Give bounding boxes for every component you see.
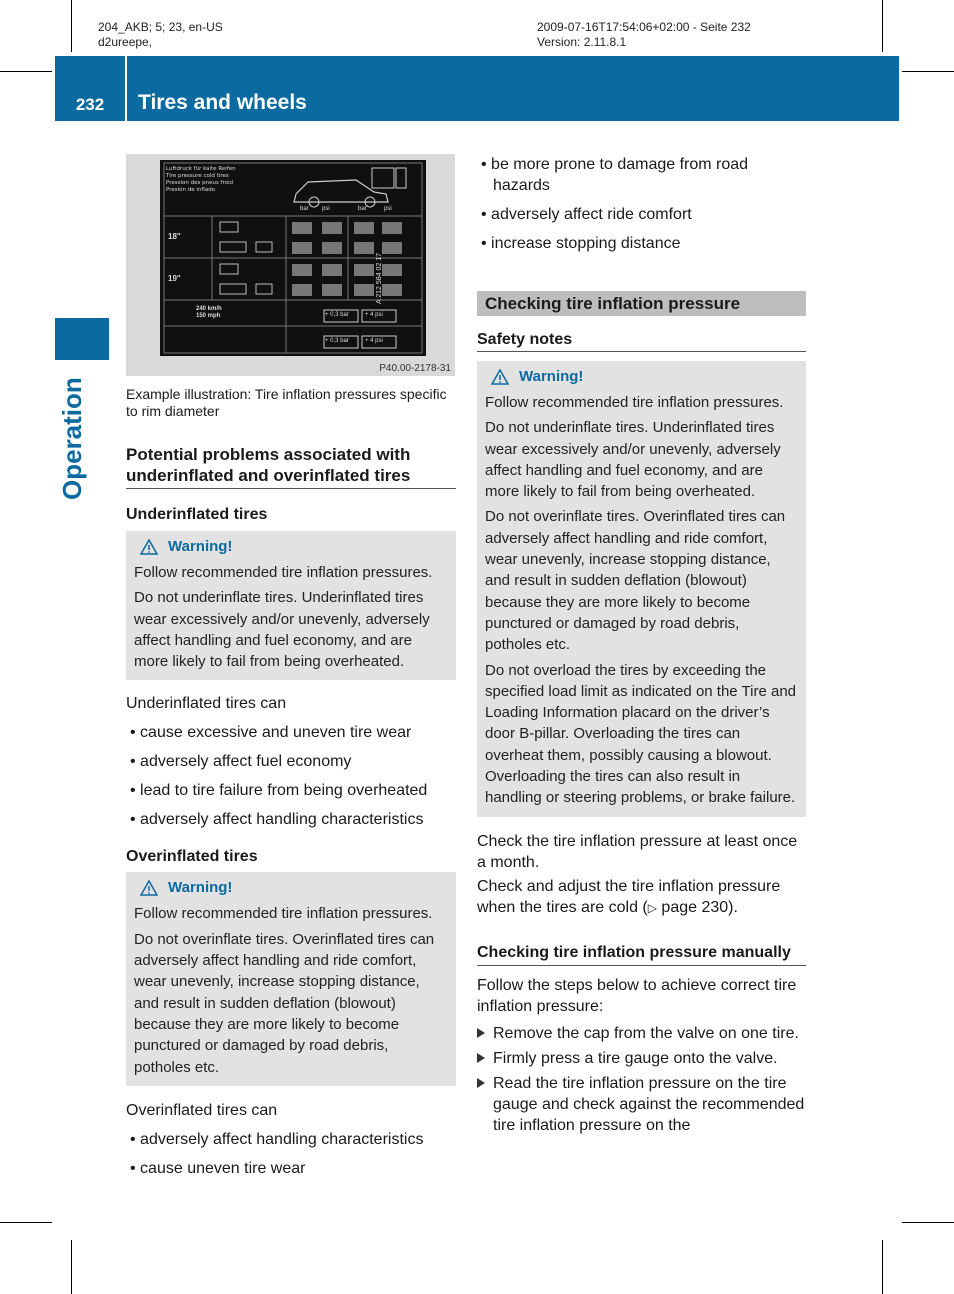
overinflated-intro: Overinflated tires can xyxy=(126,1101,278,1119)
page-ref-arrow-icon: ▷ xyxy=(647,900,657,915)
doc-meta-left xyxy=(98,20,223,50)
section-title-problems: Potential problems associated with underinflated and overinflated tires xyxy=(126,444,456,489)
speed-label: 240 km/h 150 mph xyxy=(196,306,222,319)
chapter-title: Tires and wheels xyxy=(138,91,307,114)
page-ref-link[interactable]: page 230). xyxy=(656,898,738,916)
continued-list xyxy=(477,154,806,254)
list-item: • adversely affect ride comfort xyxy=(477,204,806,225)
list-item: • adversely affect handling characteristics xyxy=(126,809,456,830)
placard-header-text xyxy=(166,166,236,194)
rim-18-label: 18" xyxy=(168,232,181,241)
cold-check-pre: Check and adjust the tire inflation pressure when the tires are cold ( xyxy=(477,877,781,916)
unit-bar-2: bar xyxy=(358,206,367,212)
warning-text: Follow recommended tire inflation pressures. xyxy=(134,905,433,923)
unit-psi-1: psi xyxy=(322,206,330,212)
header-separator xyxy=(125,56,127,121)
overinflated-title: Overinflated tires xyxy=(126,848,258,866)
placard-line: Tire pressure cold tires xyxy=(166,173,229,179)
right-column xyxy=(477,154,806,1140)
list-item: • adversely affect handling characteristics xyxy=(126,1129,456,1150)
side-tab-label: Operation xyxy=(57,377,87,500)
step-item xyxy=(477,1023,806,1044)
step-text: Remove the cap from the valve on one tire. xyxy=(493,1024,799,1042)
warning-label: Warning! xyxy=(519,368,584,385)
unit-bar-1: bar xyxy=(300,206,309,212)
figure-caption: Example illustration: Tire inflation pressures specific to rim diameter xyxy=(126,386,447,419)
placard-code: A 212 584 02 17 xyxy=(376,253,383,304)
section-title-checking: Checking tire inflation pressure xyxy=(477,291,806,316)
warning-box-underinflated xyxy=(126,531,456,680)
plus-psi-1: + 4 psi xyxy=(365,312,383,318)
warning-triangle-icon xyxy=(140,539,158,555)
warning-label: Warning! xyxy=(168,879,233,897)
list-item: • cause uneven tire wear xyxy=(126,1158,456,1179)
crop-mark xyxy=(0,71,52,72)
warning-text: Do not overinflate tires. Overinflated tires can adversely affect handling and ride comfort, wear unevenly, increase stopping distance, and result in sudden deflation (blowout) because they are more likely to become punctured or damaged by road debris, potholes etc. xyxy=(134,930,435,1076)
warning-triangle-icon xyxy=(491,369,509,385)
meta-right-2: Version: 2.11.8.1 xyxy=(537,35,627,49)
warning-box-overinflated xyxy=(126,872,456,1085)
warning-text: Follow recommended tire inflation pressures. xyxy=(134,564,433,581)
manual-check-title: Checking tire inflation pressure manually xyxy=(477,942,806,966)
rim-19-label: 19" xyxy=(168,274,181,283)
crop-mark xyxy=(902,1222,954,1223)
meta-left-1: 204_AKB; 5; 23, en-US xyxy=(98,20,223,34)
crop-mark xyxy=(71,1240,72,1294)
crop-mark xyxy=(882,0,883,52)
warning-header xyxy=(491,367,798,386)
underinflated-list xyxy=(126,722,456,830)
underinflated-intro: Underinflated tires can xyxy=(126,695,287,713)
crop-mark xyxy=(882,1240,883,1294)
step-item xyxy=(477,1048,806,1069)
plus-psi-2: + 4 psi xyxy=(365,338,383,344)
doc-meta-right xyxy=(537,20,751,50)
warning-text: Do not overload the tires by exceeding the specified load limit as indicated on the Tire and Loading Information placard on the driver’s door B-pillar. Overloading the tires can overheat them, possibly causing a blowout. Overloading the tires can also result in handling or steering problems, or brake failure. xyxy=(485,661,797,807)
page-number: 232 xyxy=(75,95,105,114)
plus-bar-1: + 0,3 bar xyxy=(325,312,349,318)
meta-right-1: 2009-07-16T17:54:06+02:00 - Seite 232 xyxy=(537,20,751,34)
placard-line: Presión de inflado xyxy=(166,187,216,193)
list-item: • lead to tire failure from being overheated xyxy=(126,780,456,801)
warning-triangle-icon xyxy=(140,880,158,896)
list-item: • cause excessive and uneven tire wear xyxy=(126,722,456,743)
left-column xyxy=(126,154,456,1187)
warning-text: Do not overinflate tires. Overinflated tires can adversely affect handling and ride comfort, wear unevenly, increase stopping distance, and result in sudden deflation (blowout) because they are more likely to become punctured or damaged by road debris, potholes etc. xyxy=(485,508,786,654)
warning-label: Warning! xyxy=(168,538,233,555)
steps-list xyxy=(477,1023,806,1136)
warning-text: Do not underinflate tires. Underinflated tires wear excessively and/or unevenly, adversely affect handling and fuel economy, and are more likely to fail from being overheated. xyxy=(134,589,430,671)
placard-line: Pression des pneus froid xyxy=(166,180,234,186)
plus-bar-2: + 0,3 bar xyxy=(325,338,349,344)
crop-mark xyxy=(71,0,72,52)
list-item: • increase stopping distance xyxy=(477,233,806,254)
crop-mark xyxy=(0,1222,52,1223)
figure-ref: P40.00-2178-31 xyxy=(379,363,451,374)
step-text: Firmly press a tire gauge onto the valve. xyxy=(493,1049,778,1067)
monthly-check-text: Check the tire inflation pressure at least once a month. xyxy=(477,832,798,871)
list-item: • be more prone to damage from road hazards xyxy=(477,154,806,196)
placard-line: Luftdruck für kalte Reifen xyxy=(166,166,236,172)
safety-notes-title: Safety notes xyxy=(477,329,806,352)
cold-check-text xyxy=(477,876,806,919)
step-text: Read the tire inflation pressure on the tire gauge and check against the recommended tire inflation pressure on the xyxy=(493,1074,805,1134)
list-item: • adversely affect fuel economy xyxy=(126,751,456,772)
underinflated-title: Underinflated tires xyxy=(126,506,268,523)
step-item xyxy=(477,1073,806,1136)
step-arrow-icon xyxy=(477,1028,485,1038)
warning-box-safety xyxy=(477,361,806,817)
side-tab xyxy=(55,318,109,360)
unit-psi-2: psi xyxy=(384,206,392,212)
warning-header xyxy=(140,878,448,897)
step-arrow-icon xyxy=(477,1053,485,1063)
crop-mark xyxy=(902,71,954,72)
tire-placard-figure xyxy=(126,154,455,376)
overinflated-list xyxy=(126,1129,456,1179)
warning-header xyxy=(140,537,448,556)
step-arrow-icon xyxy=(477,1078,485,1088)
warning-text: Follow recommended tire inflation pressures. xyxy=(485,394,784,411)
meta-left-2: d2ureepe, xyxy=(98,35,153,49)
warning-text: Do not underinflate tires. Underinflated tires wear excessively and/or unevenly, adversely affect handling and fuel economy, and are more likely to fail from being overheated. xyxy=(485,419,781,501)
manual-intro: Follow the steps below to achieve correct tire inflation pressure: xyxy=(477,976,797,1015)
